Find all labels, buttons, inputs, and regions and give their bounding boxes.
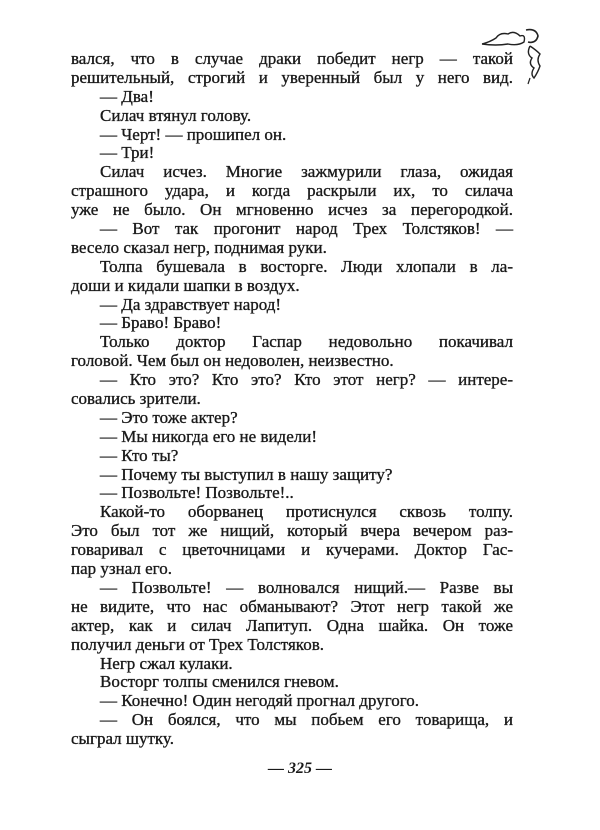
- text-line: Какой-то оборванец протиснулся сквозь толпу.: [100, 502, 513, 522]
- text-line: — Браво! Браво!: [100, 313, 222, 333]
- text-line: Силач втянул голову.: [100, 105, 252, 125]
- text-line: Силач исчез. Многие зажмурили глаза, ожидая: [100, 162, 513, 182]
- text-line: Восторг толпы сменился гневом.: [100, 672, 339, 692]
- text-line: — Позвольте! — волновался нищий.— Разве вы: [100, 577, 513, 597]
- text-line: — Да здравствует народ!: [100, 294, 282, 314]
- text-line: вался, что в случае драки победит негр — такой: [71, 49, 513, 68]
- text-line: пар узнал его.: [71, 559, 172, 579]
- text-line: сыграл шутку.: [71, 729, 174, 749]
- page-body-text: [71, 50, 513, 749]
- text-line: — Почему ты выступил в нашу защиту?: [100, 464, 393, 484]
- text-line: Это был тот же нищий, который вчера вечером раз-: [71, 521, 513, 541]
- text-line: — Конечно! Один негодяй прогнал другого.: [100, 691, 420, 711]
- text-line: — Два!: [100, 86, 154, 106]
- text-line: — Кто это? Кто это? Кто этот негр? — интере-: [100, 370, 513, 390]
- text-line: Негр сжал кулаки.: [100, 653, 233, 673]
- text-line: не видите, что нас обманывают? Этот негр такой же: [71, 596, 513, 616]
- text-line: говаривал с цветочницами и кучерами. Доктор Гас-: [71, 540, 513, 560]
- text-line: — Мы никогда его не видели!: [100, 426, 317, 446]
- text-line: уже не было. Он мгновенно исчез за перегородкой.: [71, 200, 513, 220]
- text-line: актер, как и силач Лапитуп. Одна шайка. Он тоже: [71, 615, 513, 635]
- text-line: головой. Чем был он недоволен, неизвестно.: [71, 351, 394, 371]
- text-line: — Вот так прогонит народ Трех Толстяков! —: [100, 219, 513, 239]
- text-line: получил деньги от Трех Толстяков.: [71, 634, 324, 654]
- text-line: — Он боялся, что мы побьем его товарища, и: [100, 710, 513, 730]
- text-line: — Кто ты?: [100, 445, 179, 465]
- text-line: Только доктор Гаспар недовольно покачивал: [100, 332, 513, 352]
- text-line: страшного удара, и когда раскрыли их, то силача: [71, 181, 513, 201]
- text-line: доши и кидали шапки в воздух.: [71, 275, 300, 295]
- text-line: совались зрители.: [71, 389, 201, 409]
- text-line: — Три!: [100, 143, 155, 163]
- text-line: — Черт! — прошипел он.: [100, 124, 287, 144]
- text-line: весело сказал негр, поднимая руки.: [71, 237, 327, 257]
- page-number: — 325 —: [268, 760, 332, 777]
- text-line: решительный, строгий и уверенный был у него вид.: [71, 67, 513, 87]
- text-line: — Позвольте! Позвольте!..: [100, 483, 294, 503]
- text-line: — Это тоже актер?: [100, 407, 238, 427]
- text-line: Толпа бушевала в восторге. Люди хлопали в ла-: [100, 256, 513, 276]
